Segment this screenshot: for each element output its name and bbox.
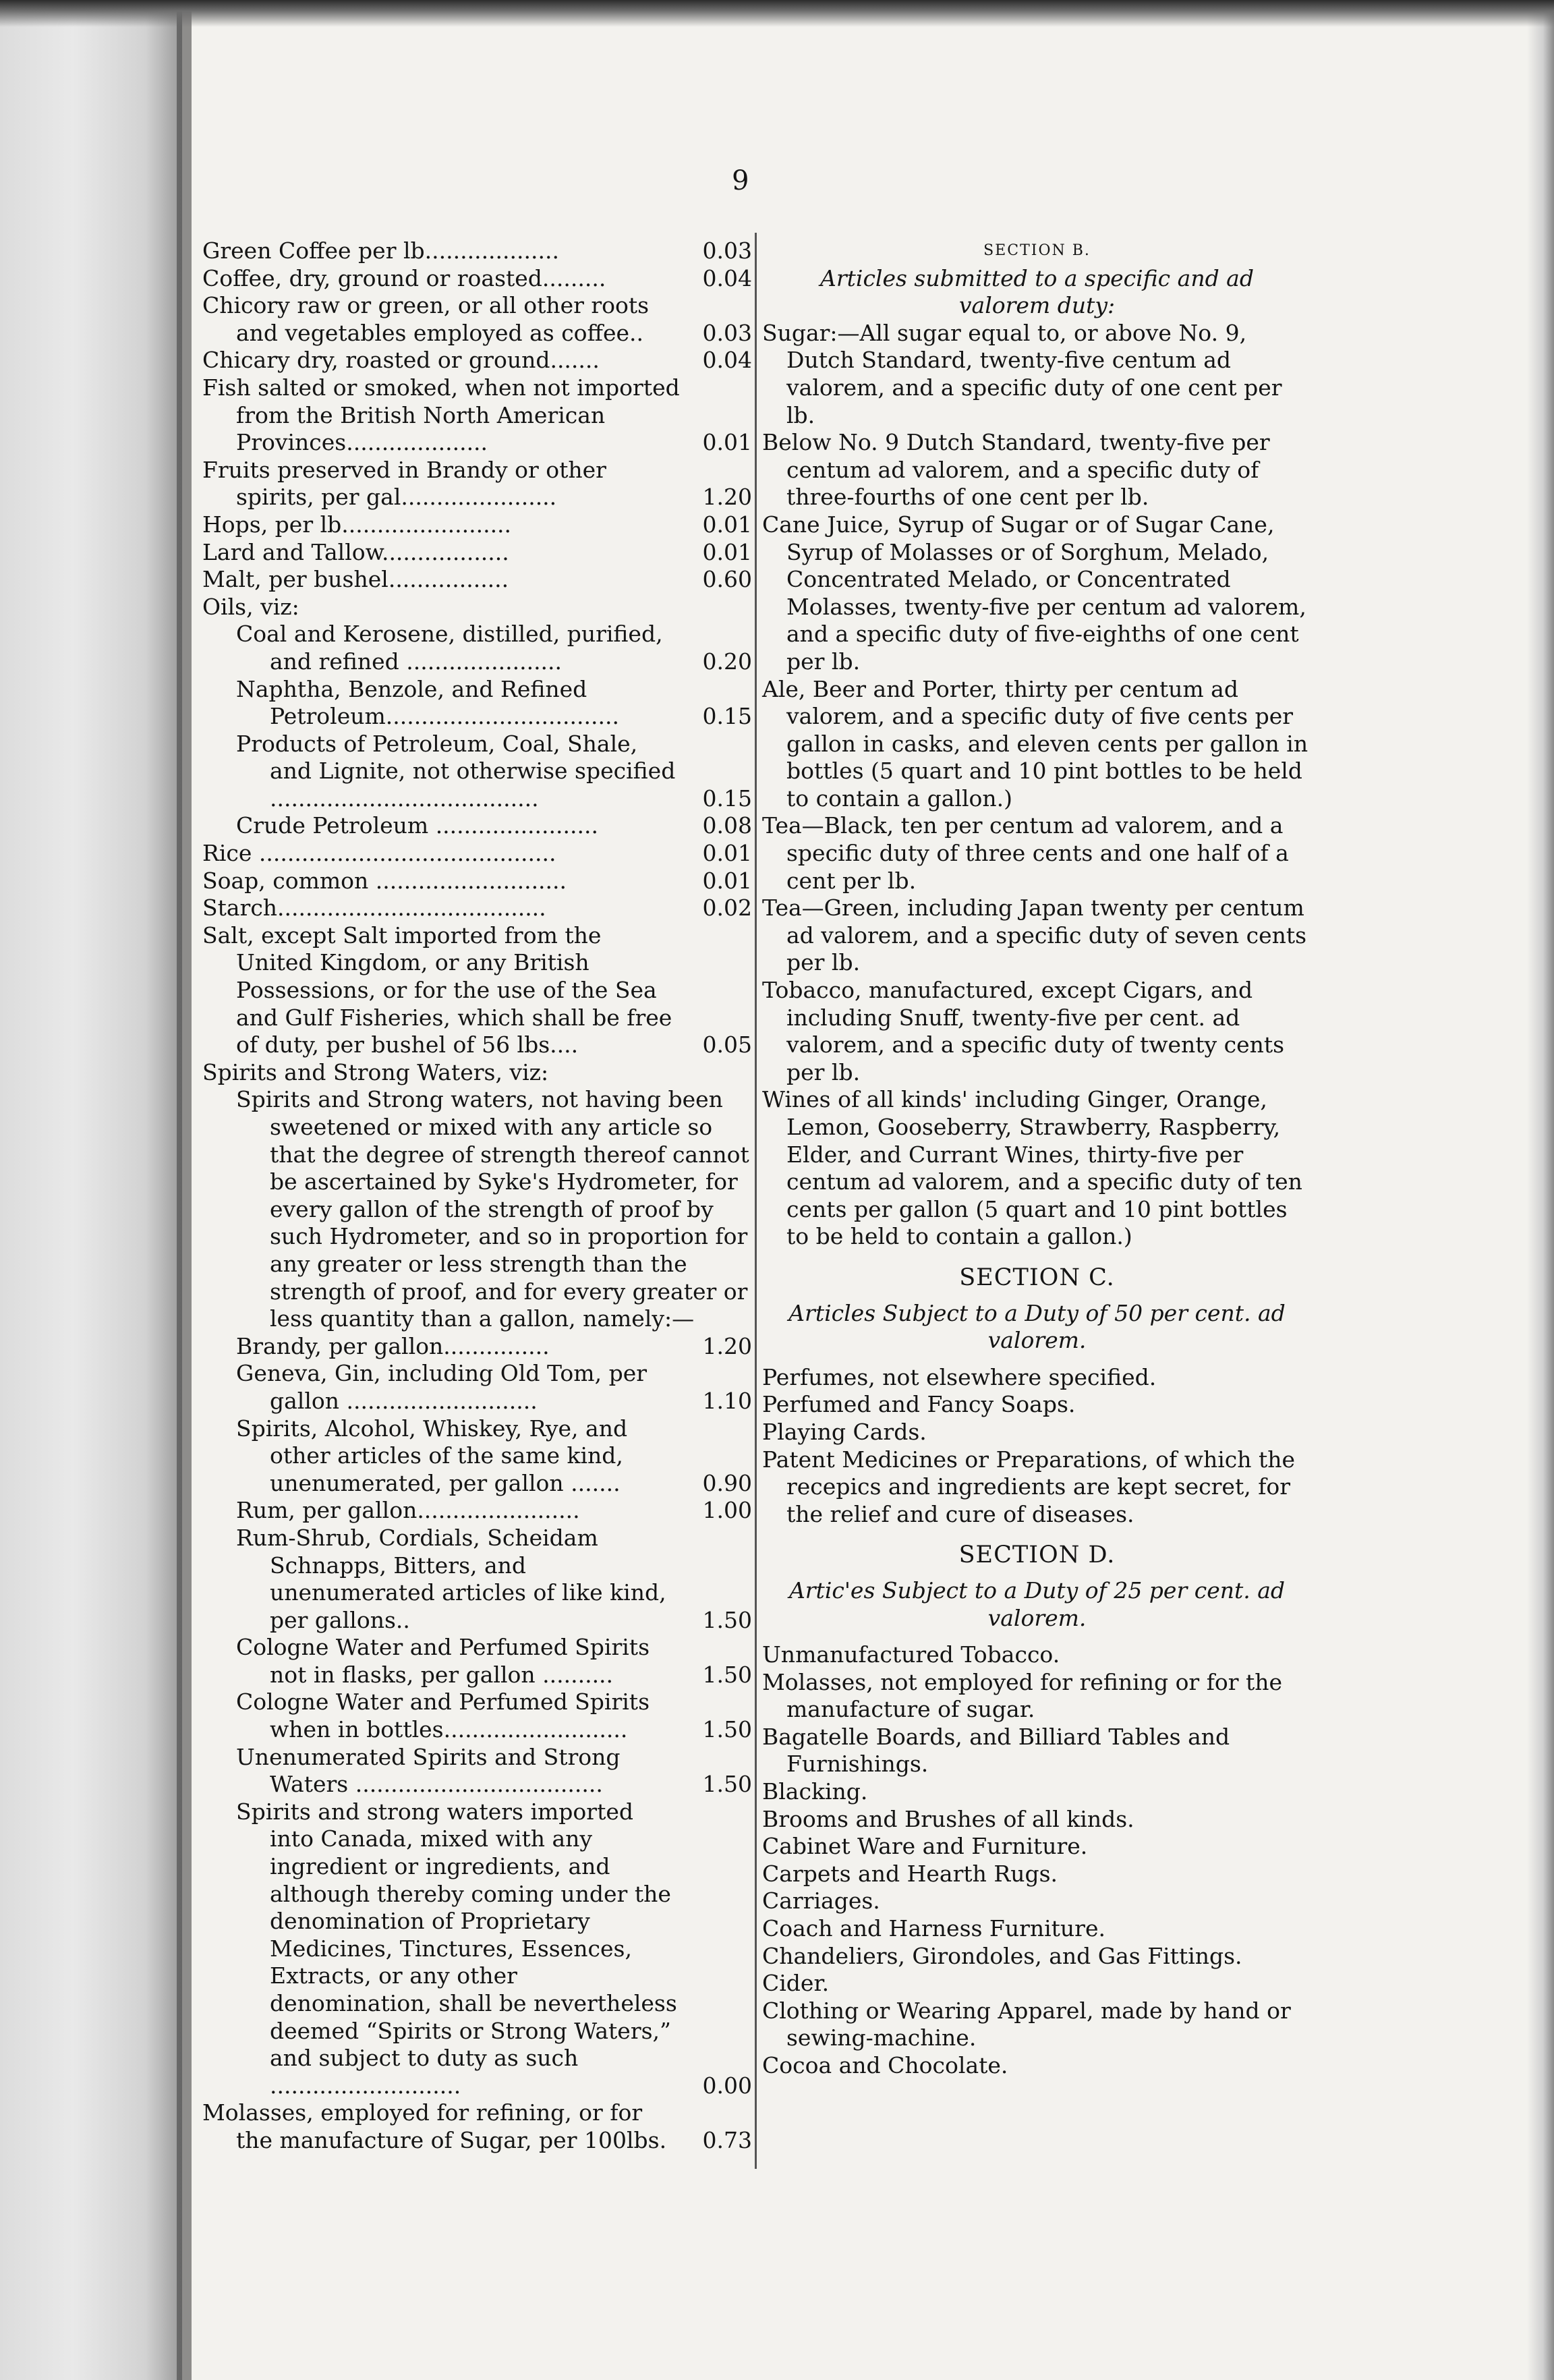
right-column-sections	[762, 237, 1312, 2080]
tariff-entry-duty: 1.50	[702, 1606, 752, 1633]
tariff-entry-text: Brandy, per gallon...............	[236, 1332, 550, 1359]
tariff-entry	[202, 922, 752, 1059]
tariff-entry-duty: 0.01	[702, 429, 752, 456]
tariff-entry-duty: 1.50	[702, 1771, 752, 1798]
section-item: Chandeliers, Girondoles, and Gas Fittings.	[762, 1942, 1242, 1969]
section-item: Cider.	[762, 1970, 830, 1997]
tariff-entry-text: Oils, viz:	[202, 593, 299, 620]
tariff-entry	[202, 594, 752, 621]
tariff-entry-duty: 0.20	[702, 648, 752, 675]
tariff-entry-text: Lard and Tallow..................	[202, 538, 509, 565]
section-b-subtitle: Articles submitted to a specific and ad valorem duty:	[820, 264, 1254, 319]
tariff-entry-duty: 1.10	[702, 1387, 752, 1414]
tariff-entry-duty: 1.00	[702, 1497, 752, 1524]
tariff-entry-text: Coal and Kerosene, distilled, purified, and refined ......................	[236, 621, 663, 675]
section-c-items	[762, 1364, 1312, 1529]
tariff-entry-duty: 0.04	[702, 347, 752, 374]
section-item: Brooms and Brushes of all kinds.	[762, 1805, 1134, 1832]
tariff-entry-text: Salt, except Salt imported from the United Kingdom, or any British Possessions, or for the use of the Sea and Gulf Fisheries, which shall be free of duty, per bushel of 56 lbs....	[202, 922, 672, 1058]
section-item: Playing Cards.	[762, 1418, 927, 1445]
tariff-entry	[236, 1415, 752, 1498]
tariff-entry	[202, 539, 752, 567]
tariff-entry	[236, 731, 752, 813]
tariff-entry	[236, 1497, 752, 1525]
tariff-entry	[202, 292, 752, 347]
tariff-entry-duty: 0.03	[702, 237, 752, 264]
tariff-entry-duty: 1.20	[702, 484, 752, 511]
section-d-subtitle: Artic'es Subject to a Duty of 25 per cent. ad valorem.	[788, 1577, 1286, 1631]
tariff-entry-duty: 1.20	[702, 1332, 752, 1359]
tariff-entry-text: Starch......................................	[202, 895, 546, 922]
tariff-entry-duty: 0.01	[702, 511, 752, 538]
tariff-entry-text: Soap, common ...........................	[202, 867, 567, 894]
tariff-entry-duty: 1.50	[702, 1716, 752, 1743]
tariff-entry	[236, 1525, 752, 1634]
section-b-items	[762, 320, 1312, 1251]
tariff-entry-duty: 0.15	[702, 785, 752, 812]
section-item: Patent Medicines or Preparations, of which the recepics and ingredients are kept secret, for the relief and cure of diseases.	[762, 1446, 1296, 1527]
tariff-entry	[202, 374, 752, 457]
tariff-entry	[202, 511, 752, 539]
tariff-entry	[202, 265, 752, 293]
tariff-entry-duty: 1.50	[702, 1661, 752, 1688]
tariff-entry-duty: 0.04	[702, 264, 752, 291]
tariff-entry-text: Cologne Water and Perfumed Spirits when in bottles..........................	[236, 1689, 650, 1743]
tariff-entry	[236, 1798, 752, 2100]
tariff-entry-text: Chicory raw or green, or all other roots and vegetables employed as coffee..	[202, 292, 650, 346]
page-number: 9	[732, 165, 749, 196]
tariff-entry-text: Spirits and strong waters imported into Canada, mixed with any ingredient or ingredients, and although thereby coming under the denomination of Proprietary Medicines, Tinctures, Essences, Extracts, or any other denomination, shall be nevertheless deemed “Spirits or Strong Waters,” and subject to duty as such ...........................	[236, 1798, 677, 2099]
section-item: Carpets and Hearth Rugs.	[762, 1860, 1058, 1887]
tariff-entry	[202, 237, 752, 265]
section-item: Molasses, not employed for refining or for the manufacture of sugar.	[762, 1668, 1283, 1723]
tariff-entry-text: Naphtha, Benzole, and Refined Petroleum.................................	[236, 675, 619, 730]
tariff-entry-text: Spirits and Strong waters, not having been sweetened or mixed with any article so that the degree of strength thereof cannot be ascertained by Syke's Hydrometer, for every gallon of the strength of proof by such Hydrometer, and so in proportion for any greater or less strength than the strength of proof, and for every greater or less quantity than a gallon, namely:—	[236, 1086, 749, 1332]
tariff-entry	[236, 1086, 752, 1332]
section-item: Ale, Beer and Porter, thirty per centum ad valorem, and a specific duty of five cents per gallon in casks, and eleven cents per gallon in bottles (5 quart and 10 pint bottles to be held to contain a gallon.)	[762, 675, 1308, 812]
tariff-entry-duty: 0.01	[702, 867, 752, 894]
tariff-entry-text: Chicary dry, roasted or ground.......	[202, 347, 600, 374]
section-item: Tea—Green, including Japan twenty per centum ad valorem, and a specific duty of seven cents per lb.	[762, 895, 1307, 976]
tariff-entry-duty: 0.03	[702, 319, 752, 346]
tariff-entry	[236, 1360, 752, 1415]
tariff-entry-text: Unenumerated Spirits and Strong Waters ...................................	[236, 1743, 621, 1798]
left-column-tariff-list	[202, 237, 752, 2155]
tariff-entry-duty: 0.01	[702, 840, 752, 867]
tariff-entry-text: Spirits and Strong Waters, viz:	[202, 1058, 549, 1085]
scan-binding-margin	[0, 0, 182, 2380]
section-item: Perfumes, not elsewhere specified.	[762, 1363, 1157, 1390]
section-item: Tea—Black, ten per centum ad valorem, and a specific duty of three cents and one half of a cent per lb.	[762, 812, 1289, 894]
section-item: Tobacco, manufactured, except Cigars, and including Snuff, twenty-five per cent. ad valorem, and a specific duty of twenty cents per lb.	[762, 977, 1285, 1085]
tariff-entry	[236, 1744, 752, 1798]
section-item: Wines of all kinds' including Ginger, Orange, Lemon, Gooseberry, Strawberry, Raspberry, Elder, and Currant Wines, thirty-five per centum ad valorem, and a specific duty of ten cents per gallon (5 quart and 10 pint bottles to be held to contain a gallon.)	[762, 1086, 1302, 1250]
section-item: Cocoa and Chocolate.	[762, 2052, 1008, 2078]
tariff-entry-duty: 0.73	[702, 2126, 752, 2153]
tariff-entry	[236, 812, 752, 840]
section-item: Carriages.	[762, 1888, 880, 1915]
scan-top-edge	[0, 0, 1554, 27]
section-item: Cabinet Ware and Furniture.	[762, 1833, 1088, 1860]
tariff-entry	[202, 347, 752, 374]
tariff-entry	[202, 840, 752, 868]
section-item: Bagatelle Boards, and Billiard Tables and Furnishings.	[762, 1723, 1230, 1778]
tariff-entry	[202, 1059, 752, 1087]
tariff-entry	[236, 621, 752, 675]
tariff-entry-text: Malt, per bushel.................	[202, 566, 509, 593]
section-c-subtitle: Articles Subject to a Duty of 50 per cent. ad valorem.	[788, 1299, 1286, 1354]
tariff-entry	[236, 1689, 752, 1743]
section-d-items	[762, 1641, 1312, 2080]
tariff-entry-text: Green Coffee per lb...................	[202, 237, 559, 264]
tariff-entry-duty: 0.90	[702, 1469, 752, 1496]
section-item: Below No. 9 Dutch Standard, twenty-five per centum ad valorem, and a specific duty of three-fourths of one cent per lb.	[762, 429, 1270, 511]
tariff-entry-text: Products of Petroleum, Coal, Shale, and Lignite, not otherwise specified ......................................	[236, 730, 676, 812]
tariff-entry	[202, 895, 752, 922]
tariff-entry-text: Molasses, employed for refining, or for the manufacture of Sugar, per 100lbs.	[202, 2099, 667, 2153]
tariff-entry-text: Hops, per lb........................	[202, 511, 512, 538]
tariff-entry-text: Fruits preserved in Brandy or other spirits, per gal......................	[202, 456, 606, 511]
section-b-heading: SECTION B.	[983, 242, 1091, 259]
tariff-entry	[236, 1634, 752, 1689]
tariff-entry-duty: 0.08	[702, 812, 752, 839]
tariff-entry-duty: 0.05	[702, 1031, 752, 1058]
tariff-entry	[236, 676, 752, 731]
section-item: Cane Juice, Syrup of Sugar or of Sugar Cane, Syrup of Molasses or of Sorghum, Melado, Concentrated Melado, or Concentrated Molasses, twenty-five per centum ad valorem, and a specific duty of five-eighths of one cent per lb.	[762, 511, 1306, 675]
tariff-entry	[202, 2099, 752, 2154]
column-divider	[755, 233, 757, 2169]
section-item: Unmanufactured Tobacco.	[762, 1641, 1060, 1668]
tariff-entry-duty: 0.60	[702, 566, 752, 593]
tariff-entry	[202, 868, 752, 895]
tariff-entry-text: Rum, per gallon.......................	[236, 1497, 580, 1524]
tariff-entry	[202, 566, 752, 594]
tariff-entry-text: Crude Petroleum .......................	[236, 812, 598, 839]
section-item: Clothing or Wearing Apparel, made by hand or sewing-machine.	[762, 1997, 1291, 2051]
section-item: Blacking.	[762, 1778, 868, 1805]
tariff-entry-duty: 0.02	[702, 895, 752, 922]
scan-page-edge	[177, 0, 192, 2380]
tariff-entry-text: Geneva, Gin, including Old Tom, per gallon ...........................	[236, 1360, 648, 1414]
tariff-entry-text: Spirits, Alcohol, Whiskey, Rye, and other articles of the same kind, unenumerated, per gallon .......	[236, 1415, 628, 1496]
section-d-heading: SECTION D.	[958, 1541, 1116, 1569]
tariff-entry-text: Rice ..........................................	[202, 840, 556, 867]
tariff-entry-text: Fish salted or smoked, when not imported from the British North American Provinces....................	[202, 374, 680, 456]
section-c-heading: SECTION C.	[959, 1264, 1115, 1291]
tariff-entry-duty: 0.15	[702, 703, 752, 730]
section-item: Coach and Harness Furniture.	[762, 1915, 1105, 1942]
tariff-entry-duty: 0.01	[702, 538, 752, 565]
tariff-entry-duty: 0.00	[702, 2072, 752, 2099]
tariff-entry	[236, 1333, 752, 1361]
tariff-entry-text: Coffee, dry, ground or roasted.........	[202, 264, 606, 291]
section-item: Perfumed and Fancy Soaps.	[762, 1391, 1076, 1418]
tariff-entry-text: Cologne Water and Perfumed Spirits not in flasks, per gallon ..........	[236, 1634, 650, 1688]
tariff-entry	[202, 457, 752, 511]
scan-right-edge	[1527, 0, 1554, 2380]
section-item: Sugar:—All sugar equal to, or above No. 9, Dutch Standard, twenty-five centum ad valorem, and a specific duty of one cent per lb.	[762, 319, 1282, 428]
tariff-entry-text: Rum-Shrub, Cordials, Scheidam Schnapps, Bitters, and unenumerated articles of like kind, per gallons..	[236, 1524, 666, 1633]
